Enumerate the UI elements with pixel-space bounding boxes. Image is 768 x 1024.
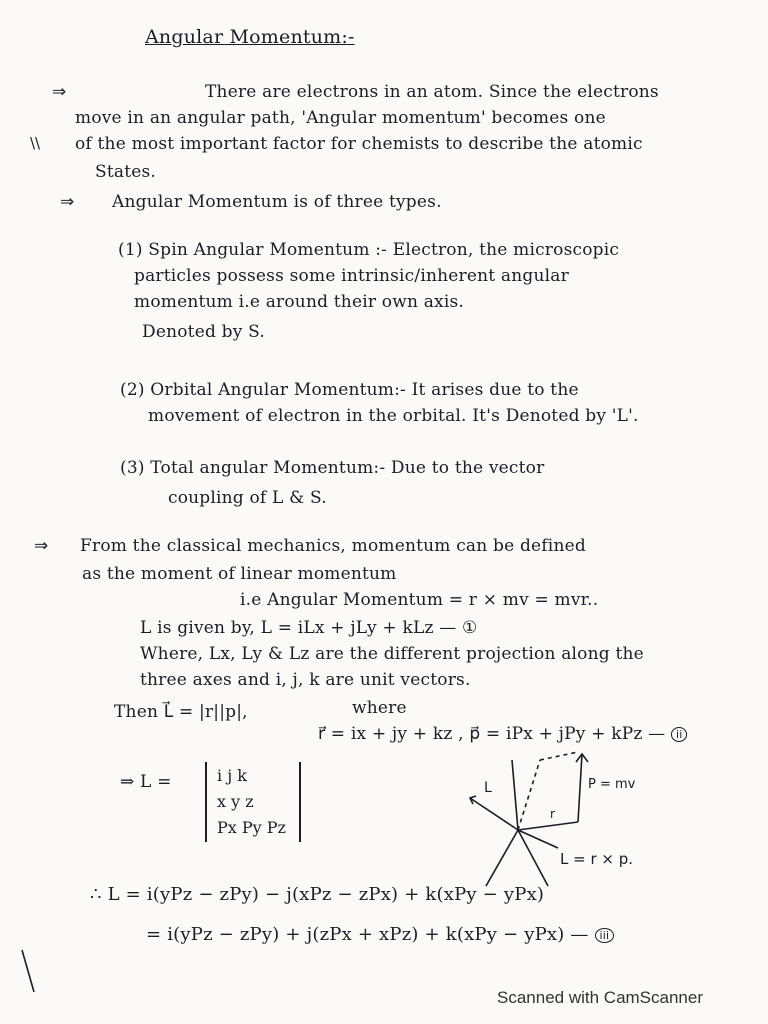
matrix-row: i j k [217, 766, 247, 785]
text-line: momentum i.e around their own axis. [134, 292, 465, 312]
equation-r-p: r⃗ = ix + jy + kz , p⃗ = iPx + jPy + kPz — [318, 724, 666, 744]
lower-axis-line [518, 830, 558, 848]
text-line: movement of electron in the orbital. It's Denoted by 'L'. [148, 406, 639, 426]
text-line: Denoted by S. [142, 322, 265, 342]
text-line: Then L⃗ = |r||p|, [114, 702, 248, 722]
l-vector-line [470, 798, 518, 830]
text-line: (1) Spin Angular Momentum :- Electron, the microscopic [118, 240, 620, 260]
equation-number: iii [595, 928, 615, 943]
arrow-icon: ⇒ [34, 536, 49, 556]
matrix-label: ⇒ L = [120, 772, 172, 792]
dashed-line [540, 752, 578, 760]
text-line: i.e Angular Momentum = r × mv = mvr.. [240, 590, 599, 610]
lower-axis-line [486, 830, 518, 886]
formula-line [146, 924, 614, 945]
equation-number: ii [671, 727, 688, 742]
vertical-axis-line [512, 760, 518, 830]
text-line: of the most important factor for chemists to describe the atomic [75, 134, 643, 154]
determinant-matrix [205, 762, 301, 842]
text-line: States. [95, 162, 157, 182]
text-line: where [352, 698, 407, 718]
vector-diagram [440, 740, 680, 890]
text-line: particles possess some intrinsic/inherent angular [134, 266, 569, 286]
text-line: There are electrons in an atom. Since the electrons [205, 82, 659, 102]
formula-line: ∴ L = i(yPz − zPy) − j(xPz − zPx) + k(xPy − yPx) [90, 884, 545, 905]
text-line: move in an angular path, 'Angular momentum' becomes one [75, 108, 606, 128]
lower-axis-line [518, 830, 548, 886]
p-vector-line [578, 754, 582, 822]
lrp-label: L = r × p. [560, 850, 634, 868]
text-line: as the moment of linear momentum [82, 564, 397, 584]
text-line: (2) Orbital Angular Momentum:- It arises due to the [120, 380, 579, 400]
matrix-row: Px Py Pz [217, 818, 286, 837]
r-label: r [550, 807, 555, 821]
page-title: Angular Momentum:- [145, 26, 355, 48]
text-line: three axes and i, j, k are unit vectors. [140, 670, 471, 690]
p-label: P = mv [588, 777, 636, 792]
r-vector-line [518, 822, 578, 830]
text-line: Where, Lx, Ly & Lz are the different projection along the [140, 644, 644, 664]
text-line: From the classical mechanics, momentum can be defined [80, 536, 586, 556]
text-line: coupling of L & S. [168, 488, 327, 508]
text-line: Angular Momentum is of three types. [112, 192, 442, 212]
pen-stroke-mark [18, 948, 38, 996]
matrix-row: x y z [217, 792, 254, 811]
margin-mark: \\ [30, 134, 41, 152]
dashed-line [518, 760, 540, 830]
text-line: (3) Total angular Momentum:- Due to the vector [120, 458, 545, 478]
formula-line-expanded: = i(yPz − zPy) + j(zPx + xPz) + k(xPy − yPx) — [146, 924, 589, 945]
scanner-watermark: Scanned with CamScanner [497, 988, 704, 1007]
text-line: L is given by, L = iLx + jLy + kLz — ① [140, 618, 478, 638]
arrow-icon: ⇒ [52, 82, 67, 102]
l-label: L [484, 780, 492, 796]
arrow-icon: ⇒ [60, 192, 75, 212]
